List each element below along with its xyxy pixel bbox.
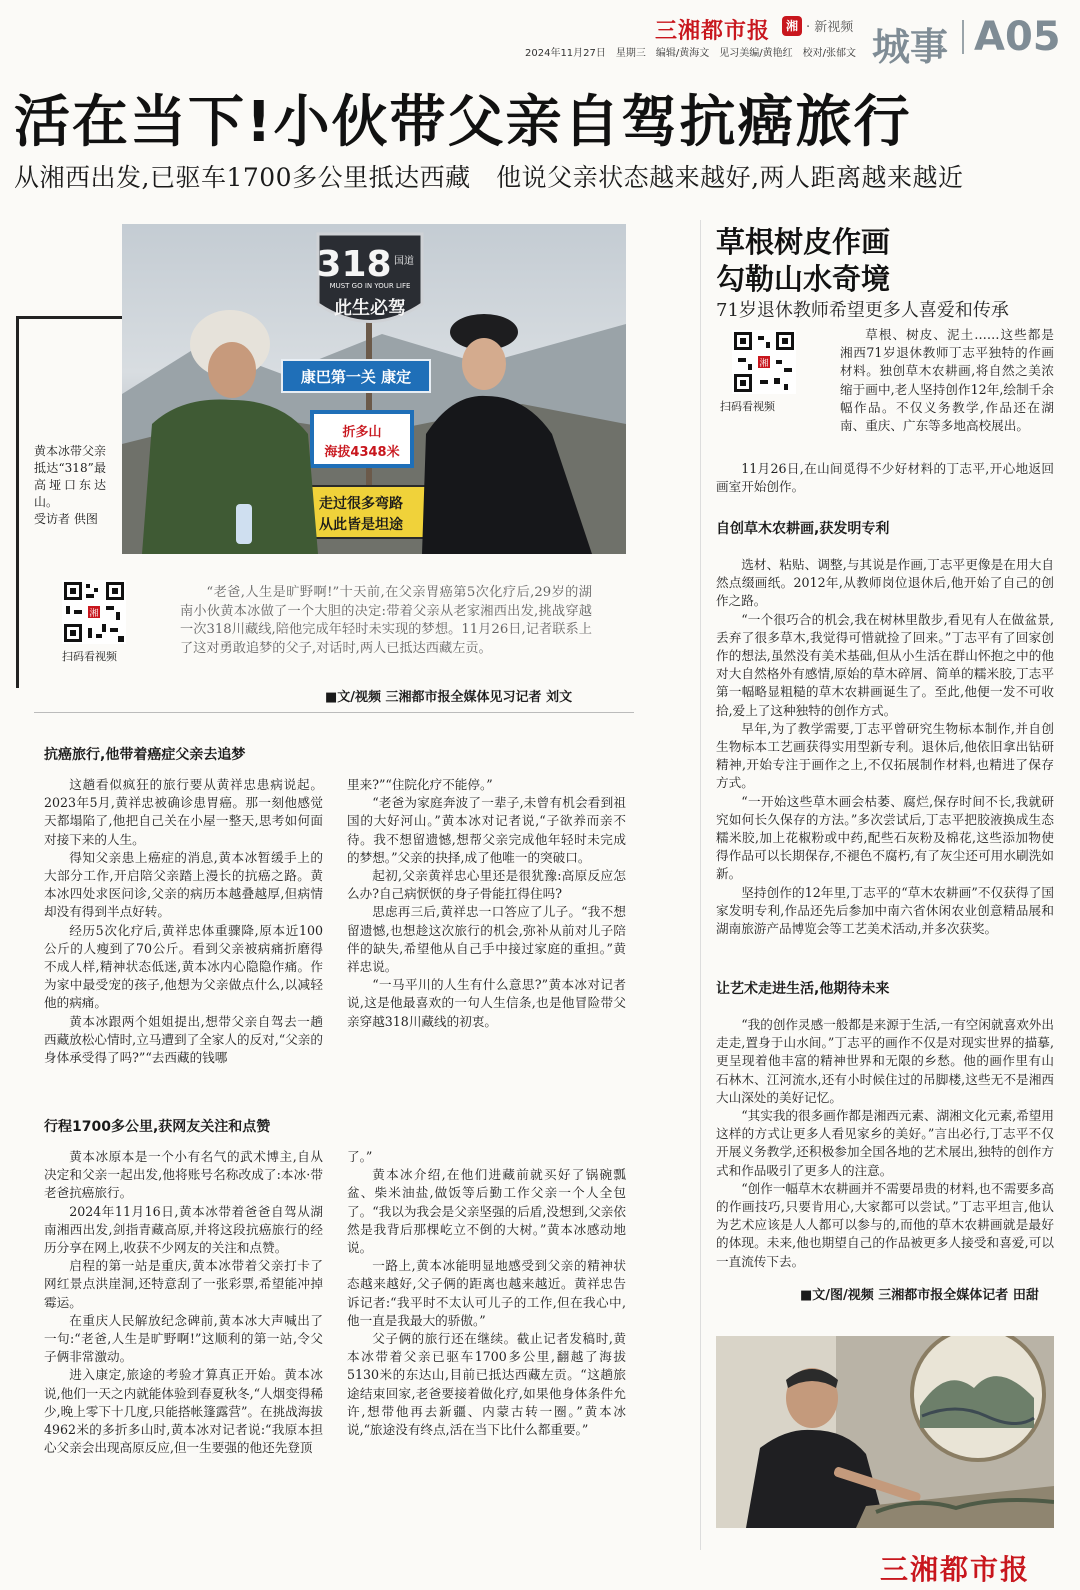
side-headline [716, 224, 890, 298]
paper-name: 三湘都市报 [655, 19, 771, 44]
paragraph: 早年,为了教学需要,丁志平曾研究生物标本制作,并自创生物标本工艺画获得实用型新专利。退休后,他依旧拿出钻研精神,开始专注于画作之上,不仅拓展制作材料,也精进了保存方式。 [716, 720, 1054, 791]
sign-altitude-name: 折多山 [342, 425, 382, 440]
paragraph: 得知父亲患上癌症的消息,黄本冰暂缓手上的大部分工作,开启陪父亲踏上漫长的抗癌之路。黄本冰四处求医问诊,父亲的病历本越叠越厚,但病情却没有得到半点好转。 [44, 849, 323, 920]
paragraph: 思虑再三后,黄祥忠一口答应了儿子。“我不想留遗憾,也想趁这次旅行的机会,弥补从前对儿子陪伴的缺失,希望他从自己手中接过家庭的重担。”黄祥忠说。 [347, 904, 626, 975]
paragraph: 进入康定,旅途的考验才算真正开始。黄本冰说,他们一天之内就能体验到春夏秋冬,“人烟变得稀少,晚上零下十几度,只能搭帐篷露营”。在挑战海拔4962米的多折多山时,黄本冰对记者说:“我原本担心父亲会出现高原反应,但一生要强的他还先登顶 [44, 1367, 323, 1456]
paragraph: “我的创作灵感一般都是来源于生活,一有空闲就喜欢外出走走,置身于山水间。”丁志平的画作不仅是对现实世界的描摹,更呈现着他丰富的精神世界和无限的乡愁。他的画作里有山石林木、江河流水,还有小时候住过的吊脚楼,这些无不是湘西大山深处的美好记忆。 [716, 1017, 1054, 1105]
qr-code-icon[interactable] [732, 330, 796, 394]
photo-caption [34, 443, 106, 528]
paragraph: 一路上,黄本冰能明显地感受到父亲的精神状态越来越好,父子俩的距离也越来越近。黄祥忠告诉记者:“我平时不太认可儿子的工作,但在我心中,他一直是我最大的骄傲。” [347, 1258, 626, 1328]
dateline: 2024年11月27日 星期三 编辑/黄海文 见习美编/黄艳红 校对/张郁文 [525, 48, 857, 59]
text-column [44, 1148, 323, 1457]
text-column [44, 776, 323, 1067]
paragraph: 经历5次化疗后,黄祥忠体重骤降,原本近100公斤的人瘦到了70公斤。看到父亲被病痛折磨得不成人样,精神状态低迷,黄本冰内心隐隐作痛。作为家中最受宠的孩子,他想为父亲做点什么,以减轻他的病痛。 [44, 922, 323, 1011]
text-column [347, 1148, 626, 1439]
paragraph: “其实我的很多画作都是湘西元素、湖湘文化元素,希望用这样的方式让更多人看见家乡的美好。”言出必行,丁志平不仅开展义务教学,还积极参加全国各地的艺术展出,独特的创作方式和作品吸引了更多人的注意。 [716, 1108, 1054, 1178]
footer-logo: 三湘都市报 [880, 1553, 1031, 1586]
app-name: · 新视频 [806, 20, 854, 35]
paragraph: 了。” [347, 1149, 373, 1164]
side-text-column [716, 1016, 1054, 1271]
side-section-title: 让艺术走进生活,他期待未来 [716, 981, 890, 997]
side-headline-line-1: 草根树皮作画 [716, 225, 891, 259]
side-subheadline: 71岁退休教师希望更多人喜爱和传承 [716, 300, 1009, 321]
section-separator [962, 20, 964, 54]
svg-text:湘: 湘 [89, 609, 99, 619]
sign-318-slogan: 此生必驾 [334, 298, 406, 319]
sign-318-number: 318 [316, 244, 392, 285]
paragraph: “一马平川的人生有什么意思?”黄本冰对记者说,这是他最喜欢的一句人生信条,也是他冒险带父亲穿越318川藏线的初衷。 [347, 977, 626, 1029]
masthead [0, 0, 1080, 84]
qr-label: 扫码看视频 [62, 650, 117, 663]
column-separator [700, 220, 701, 1550]
paragraph: 黄本冰介绍,在他们进藏前就买好了锅碗瓢盆、柴米油盐,做饭等后勤工作父亲一个人全包了。“我以为我会是父亲坚强的后盾,没想到,父亲依然是我背后那棵屹立不倒的大树。”黄本冰感动地说。 [347, 1167, 626, 1256]
qr-label: 扫码看视频 [720, 400, 775, 413]
paragraph: “老爸为家庭奔波了一辈子,未曾有机会看到祖国的大好河山。”黄本冰对记者说,“子欲养而亲不待。我不想留遗憾,想帮父亲完成他年轻时未完成的梦想。”父亲的抉择,成了他唯一的突破口。 [347, 795, 626, 865]
qr-code-block[interactable] [62, 580, 158, 686]
qr-code-graphic [732, 330, 796, 394]
qr-code-graphic [62, 580, 126, 644]
qr-code-icon[interactable] [62, 580, 126, 644]
paragraph: 2024年11月16日,黄本冰带着爸爸自驾从湖南湘西出发,剑指青藏高原,并将这段抗癌旅行的经历分享在网上,收获不少网友的关注和点赞。 [44, 1203, 323, 1256]
paragraph: “创作一幅草木农耕画并不需要昂贵的材料,也不需要多高的作画技巧,只要肯用心,大家都可以尝试。”丁志平坦言,他认为艺术应该是人人都可以参与的,而他的草木农耕画就是最好的体现。未来,他也期望自己的作品被更多人接受和喜爱,可以一直流传下去。 [716, 1180, 1054, 1269]
main-photo-illustration [122, 224, 626, 554]
sign-318-suffix: 国道 [394, 256, 414, 267]
section-title: 抗癌旅行,他带着癌症父亲去追梦 [44, 747, 246, 763]
paragraph: 选材、粘贴、调整,与其说是作画,丁志平更像是在用大自然点缀画纸。2012年,从教师岗位退休后,他开始了自己的创作之路。 [716, 557, 1054, 609]
son-face [462, 338, 506, 390]
father-coat [142, 400, 318, 555]
side-lead: 草根、树皮、泥土……这些都是湘西71岁退休教师丁志平独特的作画材料。独创草木农耕画,将自然之美浓缩于画中,老人坚持创作12年,绘制千余幅作品。不仅义务教学,作品还在湖南、重庆、广东等多地高校展出。 [840, 327, 1054, 434]
photo-credit: 受访者 供图 [34, 512, 98, 526]
article-intro: “老爸,人生是旷野啊!”十天前,在父亲胃癌第5次化疗后,29岁的湖南小伙黄本冰做了一个大胆的决定:带着父亲从老家湘西出发,挑战穿越一次318川藏线,陪他完成年轻时未实现的梦想。11月26日,记者联系上了这对勇敢追梦的父子,对话时,两人已抵达西藏左贡。 [180, 585, 592, 656]
section-title: 行程1700多公里,获网友关注和点赞 [44, 1119, 271, 1135]
text-column [347, 776, 626, 1031]
section-name: 城事 [872, 25, 949, 69]
father-face [208, 342, 256, 398]
artist-photo [716, 1336, 1054, 1528]
main-photo [122, 224, 626, 554]
paragraph: 里来?”“住院化疗不能停。” [347, 777, 493, 792]
sign-yellow-line-2: 从此皆是坦途 [319, 517, 403, 533]
paragraph: 起初,父亲黄祥忠心里还是很犹豫:高原反应怎么办?自己病恹恹的身子骨能扛得住吗? [347, 868, 626, 902]
artist-photo-illustration [716, 1336, 1054, 1528]
page-number: A05 [974, 14, 1061, 60]
paragraph: 黄本冰原本是一个小有名气的武术博主,自从决定和父亲一起出发,他将账号名称改成了:本冰·带老爸抗癌旅行。 [44, 1149, 323, 1201]
subheadline: 从湘西出发,已驱车1700多公里抵达西藏 他说父亲状态越来越好,两人距离越来越近 [14, 163, 964, 192]
side-section-title: 自创草木农耕画,获发明专利 [716, 521, 890, 537]
qr-code-block[interactable] [716, 330, 836, 436]
paragraph: 黄本冰跟两个姐姐提出,想带父亲自驾去一趟西藏放松心情时,立马遭到了全家人的反对,“父亲的身体承受得了吗?”“去西藏的钱哪 [44, 1013, 323, 1066]
paragraph: 这趟看似疯狂的旅行要从黄祥忠患病说起。2023年5月,黄祥忠被确诊患胃癌。那一刻他感觉天都塌陷了,他把自己关在小屋一整天,思考如何面对接下来的人生。 [44, 777, 323, 847]
sign-blue-text: 康巴第一关 康定 [300, 368, 412, 386]
side-lead-continued: 11月26日,在山间觅得不少好材料的丁志平,开心地返回画室开始创作。 [716, 461, 1054, 495]
paragraph: 父子俩的旅行还在继续。截止记者发稿时,黄本冰带着父亲已驱车1700多公里,翻越了海拔5130米的东达山,目前已抵达西藏左贡。“这趟旅途结束回家,老爸要接着做化疗,如果他身体条件允许,想带他再去新疆、内蒙古转一圈。”黄本冰说,“旅途没有终点,活在当下比什么都重要。” [347, 1331, 626, 1438]
side-headline-line-2: 勾勒山水奇境 [716, 262, 891, 296]
sign-altitude-value: 海拔4348米 [324, 445, 400, 460]
paragraph: “一开始这些草木画会枯萎、腐烂,保存时间不长,我就研究如何长久保存的方法。”多次尝试后,丁志平把胶液换成生态糯米胶,加上花椒粉或中药,配些石灰粉及棉花,这些添加物使得作品可以长期保存,不褪色不腐朽,有了灰尘还可用水刷洗如新。 [716, 793, 1054, 882]
byline: ■文/视频 三湘都市报全媒体见习记者 刘文 [325, 690, 573, 705]
byline: ■文/图/视频 三湘都市报全媒体记者 田甜 [800, 1288, 1039, 1303]
side-text-column [716, 556, 1054, 938]
paragraph: 在重庆人民解放纪念碑前,黄本冰大声喊出了一句:“老爸,人生是旷野啊!”这顺利的第一站,令父子俩非常激动。 [44, 1312, 323, 1365]
paragraph: 启程的第一站是重庆,黄本冰带着父亲打卡了网红景点洪崖洞,还特意刮了一张彩票,希望能冲掉霉运。 [44, 1258, 323, 1310]
paragraph: “一个很巧合的机会,我在树林里散步,看见有人在做盆景,丢弃了很多草木,我觉得可惜就捡了回来。”丁志平有了回家创作的想法,虽然没有美术基础,但从小生活在群山怀抱之中的他对大自然格外有感情,原始的草木碎屑、简单的糯米胶,丁志平第一幅略显粗糙的草木农耕画诞生了。至此,他便一发不可收拾,爱上了这种独特的创作方式。 [716, 611, 1054, 718]
svg-text:湘: 湘 [759, 359, 769, 369]
app-badge-icon: 湘 [782, 16, 802, 36]
divider [34, 712, 634, 713]
water-bottle [236, 504, 252, 544]
sign-yellow-line-1: 走过很多弯路 [319, 496, 403, 512]
sign-318-english: MUST GO IN YOUR LIFE [329, 282, 411, 290]
paragraph: 坚持创作的12年里,丁志平的“草木农耕画”不仅获得了国家发明专利,作品还先后参加中南六省休闲农业创意精品展和湖南旅游产品博览会等工艺美术活动,并多次获奖。 [716, 884, 1054, 937]
headline: 活在当下!小伙带父亲自驾抗癌旅行 [14, 90, 912, 155]
photo-caption-text: 黄本冰带父亲抵达“318”最高垭口东达山。 [34, 444, 107, 509]
